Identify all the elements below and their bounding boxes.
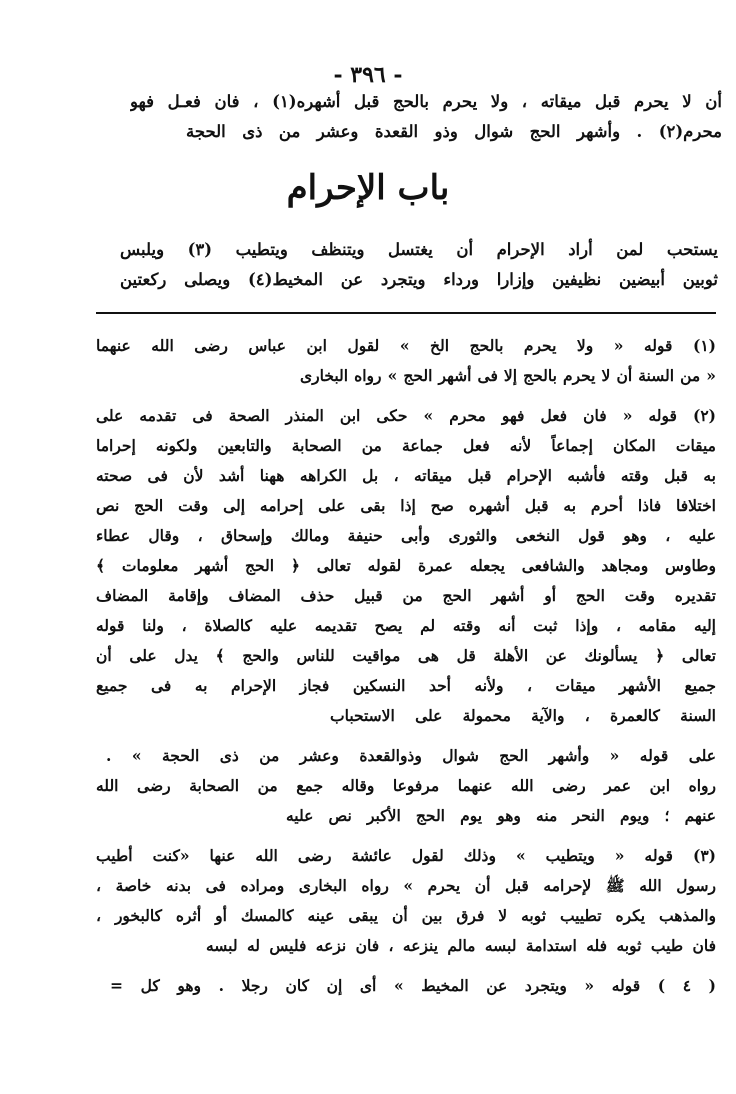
footnote-line: على قوله « وأشهر الحج شوال وذوالقعدة وعشر من ذى الحجة » . — [106, 746, 716, 765]
footnote-line: « من السنة أن لا يحرم بالحج إلا فى أشهر الحج » رواه البخارى — [300, 366, 716, 385]
footnote-line: وطاوس ومجاهد والشافعى يجعله عمرة لقوله تعالى ﴿ الحج أشهر معلومات ﴾ — [96, 556, 716, 575]
footnote-line: السنة كالعمرة ، والآية محمولة على الاستحباب — [330, 706, 716, 725]
footnote-line: اختلافا فاذا أحرم به قبل أشهره صح إذا بقى على إحرامه إلى وقت الحج نص — [96, 496, 716, 515]
footnote-line: فان طيب ثوبه فله استدامة لبسه مالم ينزعه ، فان نزعه فليس له لبسه — [206, 936, 716, 955]
section-title: باب الإحرام — [286, 168, 450, 208]
footnote-line: (١) قوله « ولا يحرم بالحج الخ » لقول ابن عباس رضى الله عنهما — [96, 336, 716, 355]
footnote-line: (٢) قوله « فان فعل فهو محرم » حكى ابن المنذر الصحة فى تقدمه على — [96, 406, 716, 425]
footnote-line: تعالى ﴿ يسألونك عن الأهلة قل هى مواقيت للناس والحج ﴾ يدل على أن — [96, 646, 716, 665]
footnote-line: جميع الأشهر ميقات ، ولأنه أحد النسكين فجاز الإحرام به فى جميع — [96, 676, 716, 695]
footnote-line: إليه مقامه ، وإذا ثبت أنه وقته لم يصح تقديمه عليه كالصلاة ، ولنا قوله — [96, 616, 716, 635]
body-line-1: يستحب لمن أراد الإحرام أن يغتسل ويتنظف ويتطيب (٣) ويلبس — [120, 240, 718, 259]
footnote-line: رسول الله ﷺ لإحرامه قبل أن يحرم » رواه البخارى ومراده فى بدنه خاصة ، — [96, 876, 716, 895]
footnote-line: عليه ، وهو قول النخعى والثورى وأبى حنيفة ومالك وإسحاق ، وقال عطاء — [96, 526, 716, 545]
body-line-2: ثوبين أبيضين نظيفين وإزارا ورداء ويتجرد عن المخيط(٤) ويصلى ركعتين — [120, 270, 718, 289]
footnote-line: رواه ابن عمر رضى الله عنهما مرفوعا وقاله جمع من الصحابة رضى الله — [96, 776, 716, 795]
footnote-line: والمذهب يكره تطييب ثوبه لا فرق بين أن يبقى عينه كالمسك أو أثره كالبخور ، — [96, 906, 716, 925]
page-number: - ٣٩٦ - — [333, 62, 403, 88]
footnote-line: تقديره وقت الحج أو أشهر الحج من قبيل حذف المضاف وإقامة المضاف — [96, 586, 716, 605]
footnote-line: به قبل وقته فأشبه الإحرام قبل ميقاته ، بل الكراهه ههنا أشد لأن فى صحته — [96, 466, 716, 485]
footnote-separator — [96, 312, 716, 314]
footnote-line: (٣) قوله « ويتطيب » وذلك لقول عائشة رضى الله عنها «كنت أطيب — [96, 846, 716, 865]
top-line-1: أن لا يحرم قبل ميقاته ، ولا يحرم بالحج قبل أشهره(١) ، فان فعـل فهو — [130, 92, 722, 111]
footnote-line: عنهم ؛ ويوم النحر منه وهو يوم الحج الأكبر نص عليه — [286, 806, 716, 825]
footnote-line: ميقات المكان إجماعاً لأنه فعل جماعة من الصحابة والتابعين ولكونه إحراما — [96, 436, 716, 455]
footnote-line: ( ٤ ) قوله « ويتجرد عن المخيط » أى إن كان رجلا . وهو كل = — [110, 976, 716, 995]
top-line-2: محرم(٢) . وأشهر الحج شوال وذو القعدة وعشر من ذى الحجة — [186, 122, 722, 141]
